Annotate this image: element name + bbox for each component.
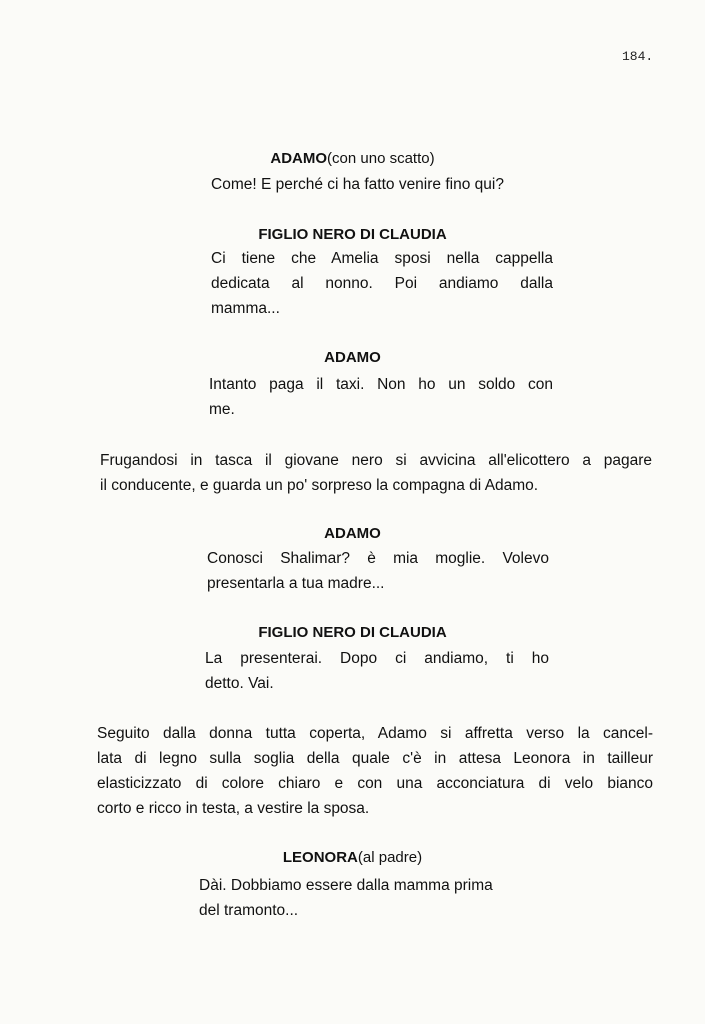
- dialogue-line: Dài. Dobbiamo essere dalla mamma prima: [199, 877, 493, 894]
- action-line: Seguito dalla donna tutta coperta, Adamo si affretta verso la cancel-: [97, 725, 653, 742]
- dialogue-line: detto. Vai.: [205, 675, 274, 692]
- dialogue: [211, 172, 553, 197]
- character-cue: [0, 149, 705, 169]
- character-cue: [0, 524, 705, 544]
- character-cue: [0, 348, 705, 368]
- dialogue-line: presentarla a tua madre...: [207, 575, 385, 592]
- dialogue: [211, 246, 553, 321]
- dialogue-line: del tramonto...: [199, 902, 299, 919]
- action-paragraph: [97, 721, 653, 821]
- dialogue: [209, 372, 553, 422]
- action-paragraph: [100, 448, 652, 498]
- dialogue: [207, 546, 549, 596]
- action-line: corto e ricco in testa, a vestire la sposa.: [97, 800, 370, 817]
- dialogue-line: mamma...: [211, 300, 280, 317]
- character-name: ADAMO: [324, 525, 381, 542]
- action-line: elasticizzato di colore chiaro e con una acconciatura di velo bianco: [97, 775, 653, 792]
- character-name: ADAMO: [270, 150, 328, 167]
- parenthetical: (al padre): [357, 849, 423, 866]
- page-number: 184.: [622, 49, 654, 64]
- dialogue-line: Come! E perché ci ha fatto venire fino qui?: [211, 176, 504, 193]
- dialogue-line: Intanto paga il taxi. Non ho un soldo con: [209, 376, 553, 393]
- dialogue-line: La presenterai. Dopo ci andiamo, ti ho: [205, 650, 549, 667]
- action-line: il conducente, e guarda un po' sorpreso la compagna di Adamo.: [100, 477, 539, 494]
- dialogue-line: me.: [209, 401, 235, 418]
- character-name: FIGLIO NERO DI CLAUDIA: [258, 624, 447, 641]
- dialogue-line: Conosci Shalimar? è mia moglie. Volevo: [207, 550, 549, 567]
- action-line: lata di legno sulla soglia della quale c'è in attesa Leonora in tailleur: [97, 750, 653, 767]
- character-cue: [0, 848, 705, 868]
- dialogue-line: dedicata al nonno. Poi andiamo dalla: [211, 275, 553, 292]
- character-cue: [0, 225, 705, 245]
- parenthetical: (con uno scatto): [327, 150, 435, 167]
- character-cue: [0, 623, 705, 643]
- action-line: Frugandosi in tasca il giovane nero si avvicina all'elicottero a pagare: [100, 452, 652, 469]
- dialogue: [199, 873, 547, 923]
- character-name: ADAMO: [324, 349, 381, 366]
- dialogue: [205, 646, 549, 696]
- character-name: FIGLIO NERO DI CLAUDIA: [258, 226, 447, 243]
- character-name: LEONORA: [282, 849, 358, 866]
- dialogue-line: Ci tiene che Amelia sposi nella cappella: [211, 250, 553, 267]
